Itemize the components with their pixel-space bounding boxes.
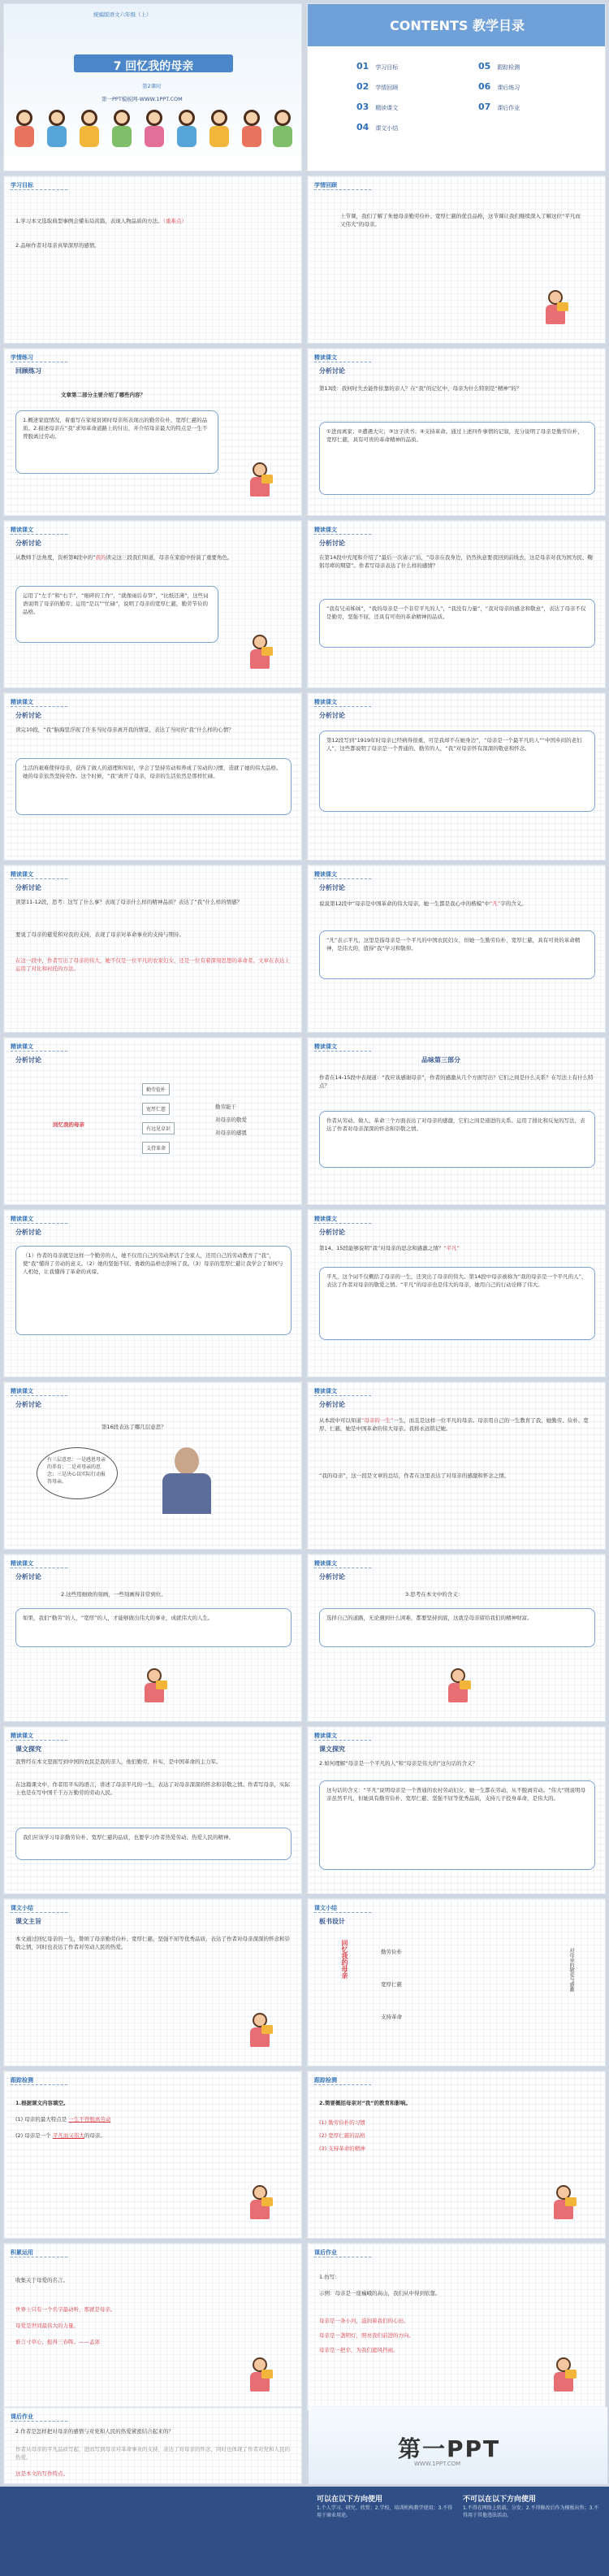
homework-slide[interactable]: [307, 2243, 606, 2411]
slide-subtitle: 分析讨论: [319, 1229, 345, 1236]
explore-slide[interactable]: [3, 1726, 302, 1894]
contents-item[interactable]: 07 课后作业: [478, 102, 520, 112]
quote-item: 谁言寸草心，报得三春晖。——孟郊: [15, 2339, 100, 2345]
paragraph: “我的母亲”，这一段是文章的总结，作者在这里表达了对母亲的感激和怀念之情。: [319, 1472, 510, 1479]
girl-illustration: [248, 635, 272, 672]
girl-illustration: [248, 2357, 272, 2395]
board-node: 勤劳俭朴: [381, 1949, 402, 1955]
analysis-slide[interactable]: [307, 692, 606, 861]
objective-2: 2.品味作者对母亲真挚深厚的感情。: [15, 242, 100, 249]
analysis-slide[interactable]: [307, 865, 606, 1033]
map-branch: 支持革命: [142, 1142, 170, 1154]
analysis-slide[interactable]: [3, 1381, 302, 1550]
quote-item: 世界上只有一个名字最动听，那就是母亲。: [15, 2306, 116, 2313]
footer-title-forbidden: 不可以在以下方向使用: [463, 2496, 537, 2504]
analysis-slide[interactable]: [3, 1209, 302, 1377]
map-result: 对母亲的敬爱: [215, 1117, 247, 1123]
analysis-slide[interactable]: [307, 1209, 606, 1377]
slide-subtitle: 分析讨论: [15, 1229, 41, 1236]
contents-item[interactable]: 01 学习目标: [356, 61, 399, 72]
map-branch: 宽厚仁慈: [142, 1103, 170, 1115]
slide-tag: 学情回顾: [314, 182, 337, 189]
board-slide[interactable]: [307, 1898, 606, 2066]
slide-subtitle: 分析讨论: [15, 1401, 41, 1408]
girl-illustration: [551, 2357, 576, 2395]
cover-slide[interactable]: [3, 3, 302, 171]
girl-illustration: [248, 2185, 272, 2223]
answer-box: 1.概述家庭情况，着重写在家境贫困时母亲所表现出的勤劳俭朴、宽厚仁慈的品质。2.描述母亲在“我”求知革命道路上的付出，并介绍母亲最大的特点是一生不曾脱离过劳动。: [15, 410, 218, 474]
slide-tag: 精读课文: [314, 871, 337, 878]
slide-tag: 学情练习: [11, 354, 33, 361]
answer-item: (3) 支持革命的精神: [319, 2145, 365, 2152]
slide-tag: 精读课文: [314, 1388, 337, 1394]
paragraph: 我曾经在本文里面写到中国的农民是我的亲人，他们勤劳、朴实，是中国革命的主力军。: [15, 1759, 222, 1765]
question: 2.这些用细致的刻画，一些刻画得非常到位。: [61, 1591, 166, 1598]
slide-subtitle: 分析讨论: [15, 540, 41, 547]
accumulate-slide[interactable]: [3, 2243, 302, 2411]
question: 第16段表达了哪几层意思？: [102, 1424, 166, 1430]
paragraph: 从本段中可以知道“母亲的一生”一生，而且是这样一位平凡的母亲。母亲用自己的一生教育了我，她勤劳、俭朴、宽厚、仁慈，她是中国革命的伟大母亲。我将永远铭记她。: [319, 1417, 589, 1432]
speech-bubble: 有三层意思：一是感恩母亲的养育；二是对母亲的思念；三是决心以实际行动报答母亲。: [37, 1447, 118, 1499]
kid-figure: [77, 108, 102, 150]
answer-box: 选择自己的道路，无论遇到什么困难，都要坚持到底，这就是母亲留给我们的精神财富。: [319, 1608, 595, 1647]
slide-tag: 精读课文: [11, 1560, 33, 1567]
answer-box: 作者从劳动、做人、革命三个方面表达了对母亲的感激，它们之间是递进的关系。运用了排比和反复的写法，表达了作者对母亲深深的怀念和崇敬之情。: [319, 1111, 595, 1168]
logo-text: 第一PPT: [398, 2435, 501, 2462]
slide-tag: 跟踪检测: [314, 2077, 337, 2084]
check-slide[interactable]: [307, 2071, 606, 2239]
cover-period: 第2课时: [142, 83, 162, 89]
slide-tag: 积累运用: [11, 2249, 33, 2256]
slide-tag: 精读课文: [11, 527, 33, 533]
paragraph: 读第11-12段，思考：这写了什么事？表现了母亲什么样的精神品质？表达了“我”什么样的情感？: [15, 899, 243, 905]
slide-subtitle: 分析讨论: [319, 540, 345, 547]
analysis-slide[interactable]: [307, 1381, 606, 1550]
paragraph: 说说第12段中“母亲是中国革命的伟大母亲，她一生都是我心中的楷模”中“凡”字的含义。: [319, 900, 527, 907]
contents-item[interactable]: 06 课后练习: [478, 81, 520, 92]
map-result: 对母亲的感恩: [215, 1130, 247, 1136]
slide-tag: 课后作业: [314, 2249, 337, 2256]
slide-tag: 精读课文: [11, 1733, 33, 1739]
paragraph: 从教师手法角度，资析第8段中的“我的读完这三段我们知道，母亲在家庭中扮演了重要角色。: [15, 554, 233, 561]
slide-subtitle: 课文探究: [15, 1746, 41, 1753]
slide-tag: 精读课文: [11, 699, 33, 705]
analysis-slide[interactable]: [3, 1554, 302, 1722]
analysis-slide[interactable]: [307, 348, 606, 516]
person-illustration: [158, 1447, 215, 1512]
paragraph: 作者在14-15段中表现道：“我应该感谢母亲”，作者的感激从几个方面写出？它们之间是什么关系？在写法上有什么特点？: [319, 1074, 594, 1089]
slide-subtitle: 分析讨论: [319, 712, 345, 719]
girl-illustration: [142, 1668, 166, 1706]
kids-illustration: [12, 108, 295, 153]
footer-title-allowed: 可以在以下方向使用: [317, 2496, 383, 2504]
answer-box: 如果，我们“勤劳”的人，“宽厚”的人，才能够做出伟大的事业，成就伟大的人生。: [15, 1608, 292, 1647]
kid-figure: [270, 108, 295, 150]
contents-item[interactable]: 03 精读课文: [356, 102, 399, 112]
analysis-slide[interactable]: [3, 865, 302, 1033]
paragraph: 在这篇课文中，作者用平实的语言，讲述了母亲平凡的一生，表达了对母亲深深的怀念和崇敬之情。作者写母亲，实际上也是在写中国千千万万勤劳的劳动人民。: [15, 1781, 290, 1796]
slide-subtitle: 分析讨论: [319, 1573, 345, 1581]
answer-box: 平凡，这个词不仅概括了母亲的一生，还突出了母亲的伟大。第14段中母亲被称为“我的母亲是一个平凡的人”，表达了作者对母亲的敬爱之情。“平凡”的母亲也是伟大的母亲，她用自己的行动诠释了伟大。: [319, 1267, 595, 1340]
kid-figure: [142, 108, 166, 150]
slide-tag: 精读课文: [11, 1043, 33, 1050]
contents-item[interactable]: 04 课文小结: [356, 122, 399, 132]
slide-subtitle: 分析讨论: [15, 1573, 41, 1581]
slide-tag: 精读课文: [314, 1560, 337, 1567]
answer-item: 母亲是一条小河，滋润着我们的心田。: [319, 2318, 409, 2324]
review-text: 上节课，我们了解了朱德母亲勤劳俭朴、宽厚仁慈的优良品格，这节课让我们继续深入了解这位“平凡而又伟大”的母亲。: [340, 213, 581, 228]
paragraph: 在第14段中充尾和介绍了“最后一次请示”后，“母亲在我身边，仍然执意要我回到前线去，这是母亲对我为国为民、鞠躬尽瘁的期望”。作者写母亲表达了什么样的感情？: [319, 554, 593, 569]
objective-1: 1.学习本文选取典型事例会懂布局黄篇，表现人物品质的方法。（重难点）: [15, 218, 187, 224]
practice-slide[interactable]: [3, 348, 302, 516]
cover-title: 7 回忆我的母亲: [113, 60, 194, 73]
answer-box: 第12段写到“1919年时母亲已经病得很重，可是我却不在她身边”，“母亲是一个最平凡的人”“中国乡间的老妇人”，这些都说明了母亲是一个普通的、勤劳的人，“我”对母亲怀有深深的敬意和怀念。: [319, 731, 595, 812]
logo-url: WWW.1PPT.COM: [414, 2461, 461, 2467]
question: 第13段：我何时失去能作依靠的亲人？在“我”的记忆中，母亲为什么特别是“精神”的？: [319, 385, 522, 392]
answer-box: 我们应该学习母亲勤劳俭朴、宽厚仁慈的品质，也要学习作者热爱劳动、热爱人民的精神。: [15, 1828, 292, 1860]
contents-title: CONTENTS 教学目录: [390, 18, 525, 33]
slide-tag: 精读课文: [314, 527, 337, 533]
answer-box: 运用了“左手”和“右手”，“细碎的工作”，“就像雨后春笋”，“比纸还薄”，这些词语说明了母亲的勤劳；运用“是以”“忙碌”，说明了母亲的宽厚仁慈，勤劳节俭的品格。: [15, 586, 218, 643]
example: 示例：母亲是一座巍峨的高山，我们从中得到依靠。: [319, 2290, 441, 2296]
review-slide[interactable]: [307, 176, 606, 344]
kid-figure: [240, 108, 264, 150]
paragraph: 第14、15段能够说明“我”对母亲的思念和感激之情？“平凡”: [319, 1245, 460, 1251]
kid-figure: [175, 108, 199, 150]
logo-panel: [309, 2407, 607, 2484]
girl-illustration: [248, 462, 272, 500]
board-result: 对母亲的敬爱与感激: [568, 1948, 574, 1992]
slide-tag: 课后作业: [11, 2413, 33, 2420]
slide-tag: 精读课文: [314, 699, 337, 705]
check-slide[interactable]: [3, 2071, 302, 2239]
question: 文章第二部分主要介绍了哪些内容？: [61, 392, 145, 398]
fill-blank: (2) 母亲是一个 平凡而又伟大的母亲。: [15, 2132, 106, 2139]
question: 2.作者是怎样把对母亲的感情与对党和人民的热爱紧密结合起来的？: [15, 2428, 174, 2435]
answer-box: 生活的艰难使得母亲，获得了做人的道理和知识，学会了坚持劳动和养成了劳动的习惯，造就了她的伟大品格。她的母亲依然坚持劳作。这个时候，“我”离开了母亲，母亲的生活依然是那样忙碌。: [15, 758, 292, 815]
analysis-slide[interactable]: [3, 520, 302, 688]
footer-forbidden: 1.不得在网络上转载、分发；2.不得修改后作为模板出售；3.不得用于其他违法活动。: [463, 2505, 599, 2518]
cover-site: 第一PPT模板网-WWW.1PPT.COM: [102, 96, 183, 102]
question: 2.简要概括母亲对“我”的教育和影响。: [319, 2100, 412, 2106]
analysis-slide[interactable]: [307, 520, 606, 688]
highlight-paragraph: 在这一段中，作者写出了母亲的伟大，她不仅是一位平凡的农家妇女，还是一位有着深刻思想的革命者。文章在表达上运用了对比和衬托的方法。: [15, 957, 290, 972]
map-result: 勤劳能干: [215, 1104, 236, 1110]
slide-subtitle: 分析讨论: [319, 1401, 345, 1408]
kid-figure: [12, 108, 37, 150]
slide-subtitle: 分析讨论: [319, 884, 345, 891]
answer-item: (2) 宽厚仁慈的品格: [319, 2132, 365, 2139]
summary-slide[interactable]: [3, 1898, 302, 2066]
question: 1.根据课文内容填空。: [15, 2100, 69, 2106]
analysis-slide[interactable]: [307, 1554, 606, 1722]
question: 3.思考在本文中的含义：: [405, 1591, 464, 1598]
slide-subtitle: 品味第三部分: [421, 1056, 460, 1064]
slide-tag: 课文小结: [11, 1905, 33, 1911]
slide-subtitle: 回顾练习: [15, 367, 41, 375]
answer-box: ①进而离家；②遭遇大灾；③这子读书；④支持革命。通过上述四件事情的记叙，充分说明了母亲是勤劳俭朴，宽厚仁慈，具有可贵的革命精神的品质。: [319, 422, 595, 495]
map-center: 回忆我的母亲: [53, 1121, 84, 1128]
kid-figure: [110, 108, 134, 150]
question: 2.如何理解“母亲是一个平凡的人”和“母亲是伟大的”这句话的含义？: [319, 1760, 478, 1767]
cover-header: 统编版语文六年级（上）: [93, 11, 152, 18]
slide-subtitle: 分析讨论: [15, 712, 41, 719]
slide-subtitle: 板书设计: [319, 1918, 345, 1925]
slide-tag: 精读课文: [314, 354, 337, 361]
slide-tag: 精读课文: [11, 871, 33, 878]
slide-tag: 跟踪检测: [11, 2077, 33, 2084]
map-branch: 勤劳俭朴: [142, 1083, 170, 1095]
board-title: 回忆我的母亲: [341, 1940, 348, 1979]
slide-subtitle: 分析讨论: [319, 367, 345, 375]
answer-box: “凡”表示平凡，这里是指母亲是一个平凡的中国农民妇女，但她一生勤劳俭朴，宽厚仁慈，具有可贵的革命精神，是伟大的，值得“我”学习和敬仰。: [319, 930, 595, 979]
girl-illustration: [551, 2185, 576, 2223]
explore-slide[interactable]: [307, 1726, 606, 1894]
objectives-slide[interactable]: [3, 176, 302, 344]
answer-item: (1) 勤劳俭朴的习惯: [319, 2119, 365, 2126]
answer-box: 这句话的含义：“平凡”说明母亲是一个普通的农村劳动妇女，她一生都在劳动，从不脱离劳动。“伟大”则说明母亲虽然平凡，但她具有勤劳俭朴、宽厚仁慈、坚强不屈等优秀品质，支持儿子投身革命，是伟大的。: [319, 1780, 595, 1870]
slide-tag: 精读课文: [314, 1733, 337, 1739]
slide-subtitle: 课文探究: [319, 1746, 345, 1753]
footer-allowed: 1.个人学习、研究、欣赏；2.学校、培训机构教学使用；3.不得用于商业用途。: [317, 2505, 453, 2518]
mindmap-slide[interactable]: [3, 1037, 302, 1205]
answer-text: 作者从母亲的平凡品质写起，进而写到母亲对革命事业的支持，表达了对母亲的怀念，同时也体现了作者对党和人民的热爱。: [15, 2446, 290, 2461]
contents-slide[interactable]: [307, 3, 606, 171]
slide-tag: 学习目标: [11, 182, 33, 189]
contents-item[interactable]: 05 跟踪检测: [478, 61, 520, 72]
kid-figure: [207, 108, 231, 150]
paragraph: 要说了母亲的慈爱和对我的支持，表现了母亲对革命事业的支持与期待。: [15, 931, 184, 938]
slide-subtitle: 分析讨论: [15, 1056, 41, 1064]
kid-figure: [45, 108, 69, 150]
analysis-slide[interactable]: [3, 692, 302, 861]
highlight-text: 这是本文的写作特点。: [15, 2470, 68, 2477]
girl-illustration: [446, 1668, 470, 1706]
board-node: 支持革命: [381, 2014, 402, 2020]
summary-text: 本文通过回忆母亲的一生，赞颂了母亲勤劳俭朴、宽厚仁慈、坚强不屈等优秀品质，表达了作者对母亲深深的怀念和崇敬之情，同时也表达了作者对劳动人民的热爱。: [15, 1936, 290, 1950]
homework-slide[interactable]: [3, 2407, 302, 2484]
slide-tag: 课文小结: [314, 1905, 337, 1911]
answer-item: 母亲是一盏明灯，照亮我们前进的方向。: [319, 2332, 414, 2339]
map-branch: 有远见卓识: [142, 1122, 175, 1134]
question: 收集关于母爱的名言。: [15, 2277, 68, 2283]
slide-tag: 精读课文: [11, 1388, 33, 1394]
paragraph: 读完10段，“我”脑海里浮现了许多当时母亲离开我的情景，表达了当时的“我”什么样的心情？: [15, 726, 234, 733]
answer-item: 母亲是一把伞，为我们遮风挡雨。: [319, 2347, 399, 2353]
girl-illustration: [543, 290, 568, 327]
analysis-slide[interactable]: [307, 1037, 606, 1205]
slide-tag: 精读课文: [314, 1043, 337, 1050]
contents-item[interactable]: 02 学情回顾: [356, 81, 399, 92]
slide-subtitle: 分析讨论: [15, 884, 41, 891]
footer: [0, 2487, 609, 2576]
slide-subtitle: 课文主旨: [15, 1918, 41, 1925]
slide-tag: 精读课文: [11, 1216, 33, 1222]
task: 1.仿写：: [319, 2274, 340, 2280]
answer-box: “我有兄弟姊妹”，“我的母亲是一个非常平凡的人”，“我没有力量”，“我对母亲的感念和敬意”，表达了母亲不仅是勤劳，坚强不屈，还具有可贵的革命精神的品质。: [319, 599, 595, 648]
board-node: 宽厚仁慈: [381, 1981, 402, 1988]
girl-illustration: [248, 2013, 272, 2050]
answer-box: （1）作者的母亲就是这样一个勤劳的人，她不仅用自己的劳动养活了全家人，还用自己的劳动教育了“我”，使“我”懂得了劳动的意义。（2）她的坚强不屈、勇敢的品格也影响了我。（3）母亲的宽厚仁慈让我学会了如何与人相处，让我懂得了革命的真谛。: [15, 1246, 292, 1335]
fill-blank: (1) 母亲的最大特点是 一生不曾脱离劳动: [15, 2116, 111, 2123]
slide-tag: 精读课文: [314, 1216, 337, 1222]
quote-item: 母爱是世间最伟大的力量。: [15, 2322, 79, 2329]
